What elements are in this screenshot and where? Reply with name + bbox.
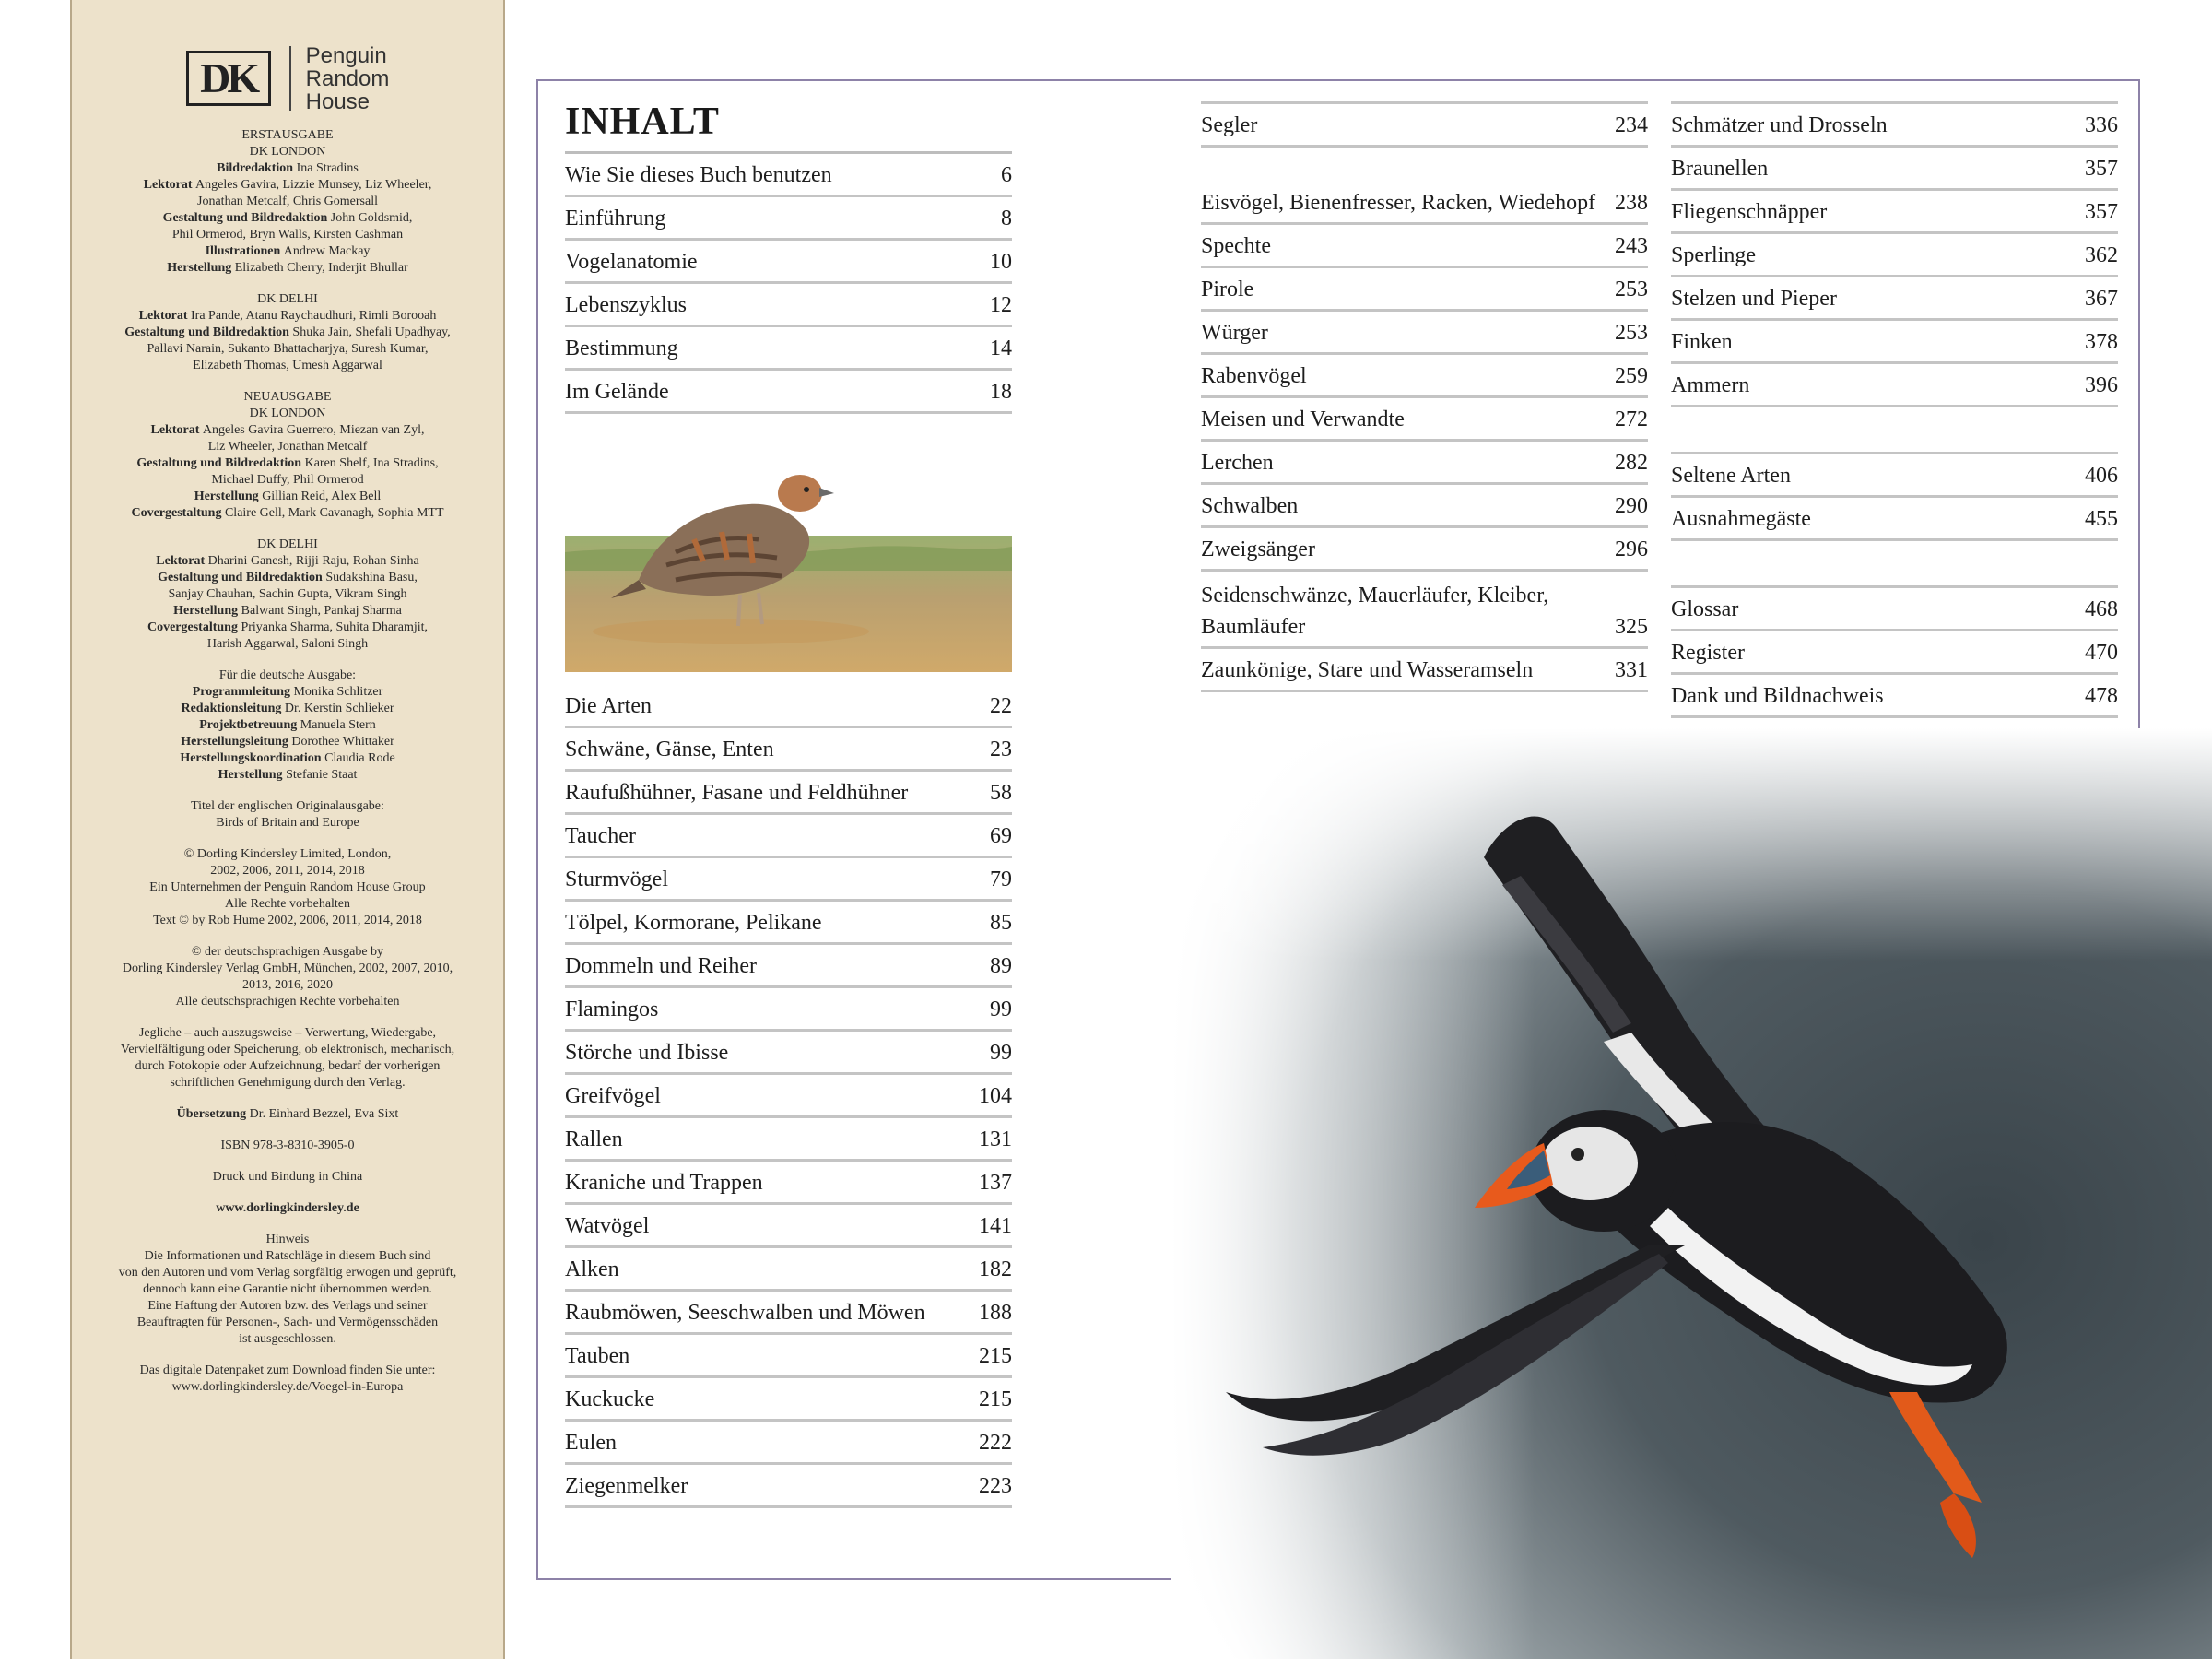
toc-entry-page: 282 (1615, 451, 1648, 475)
imprint-line: Lektorat Angeles Gavira, Lizzie Munsey, Liz Wheeler, (143, 178, 432, 192)
toc-entry (1201, 572, 1648, 649)
toc-rare-list (1671, 454, 2118, 541)
toc-entry-page: 357 (2085, 157, 2118, 181)
imprint-line: Für die deutsche Ausgabe: (218, 668, 357, 682)
toc-entry-page: 18 (990, 380, 1012, 404)
toc-entry-label: Taucher (565, 824, 636, 848)
imprint-paragraph (90, 537, 485, 653)
imprint-paragraph (90, 1363, 485, 1396)
imprint-line: DK DELHI (257, 537, 318, 551)
toc-entry-label: Spechte (1201, 234, 1271, 258)
toc-spacer (1671, 541, 2118, 588)
toc-entry (1201, 148, 1648, 225)
imprint-line: 2002, 2006, 2011, 2014, 2018 (210, 864, 365, 878)
toc-entry-label: Dank und Bildnachweis (1671, 684, 1884, 708)
toc-title: INHALT (565, 98, 1012, 154)
toc-entry-page: 58 (990, 781, 1012, 805)
toc-entry-page: 14 (990, 336, 1012, 360)
toc-entry (1201, 101, 1648, 148)
imprint-line: Lektorat Angeles Gavira Guerrero, Miezan van Zyl, (150, 423, 425, 437)
toc-entry-label: Im Gelände (565, 380, 669, 404)
toc-entry-page: 357 (2085, 200, 2118, 224)
toc-entry-label: Sturmvögel (565, 867, 668, 891)
toc-entry-label: Sperlinge (1671, 243, 1756, 267)
toc-entry-label: Bestimmung (565, 336, 678, 360)
toc-entry-page: 10 (990, 250, 1012, 274)
imprint-paragraph (90, 389, 485, 522)
toc-entry-page: 182 (979, 1257, 1012, 1281)
toc-entry-label: Eisvögel, Bienenfresser, Racken, Wiedehopf (1201, 191, 1596, 215)
toc-entry-label: Stelzen und Pieper (1671, 287, 1837, 311)
toc-entry-label: Ziegenmelker (565, 1474, 688, 1498)
toc-entry (565, 1465, 1012, 1508)
toc-entry (565, 284, 1012, 327)
imprint-line: Lektorat Ira Pande, Atanu Raychaudhuri, Rimli Borooah (138, 309, 437, 323)
toc-spacer (1671, 407, 2118, 454)
toc-entry (565, 685, 1012, 728)
toc-entry-label: Vogelanatomie (565, 250, 698, 274)
imprint-line: ISBN 978-3-8310-3905-0 (220, 1139, 355, 1152)
imprint-line: Beauftragten für Personen-, Sach- und Vermögensschäden (136, 1316, 439, 1329)
toc-entry-page: 99 (990, 997, 1012, 1021)
puffin-illustration (1171, 728, 2212, 1659)
toc-entry-label: Segler (1201, 113, 1258, 137)
toc-entry-page: 222 (979, 1431, 1012, 1455)
imprint-paragraph (90, 798, 485, 832)
toc-entry (565, 815, 1012, 858)
toc-entry-page: 104 (979, 1084, 1012, 1108)
imprint-paragraph (90, 1106, 485, 1123)
toc-species-list (565, 685, 1012, 1508)
imprint-line: dennoch kann eine Garantie nicht übernommen werden. (143, 1282, 432, 1296)
imprint-line: Redaktionsleitung Dr. Kerstin Schlieker (181, 702, 394, 715)
toc-entry-page: 290 (1615, 494, 1648, 518)
toc-entry (565, 1335, 1012, 1378)
imprint-paragraph (90, 127, 485, 277)
imprint-line: Lektorat Dharini Ganesh, Rijji Raju, Rohan Sinha (156, 554, 419, 568)
imprint-line: Jegliche – auch auszugsweise – Verwertung, Wiedergabe, (138, 1026, 437, 1040)
toc-entry-label: Ausnahmegäste (1671, 507, 1811, 531)
toc-entry (565, 858, 1012, 902)
toc-entry-label: Rallen (565, 1127, 623, 1151)
toc-entry-label: Zaunkönige, Stare und Wasseramseln (1201, 658, 1534, 682)
toc-entry-label: Alken (565, 1257, 619, 1281)
toc-entry-page: 468 (2085, 597, 2118, 621)
imprint-line: Projektbetreuung Manuela Stern (199, 718, 376, 732)
toc-entry-page: 223 (979, 1474, 1012, 1498)
toc-entry (1201, 528, 1648, 572)
imprint-line: Herstellungskoordination Claudia Rode (180, 751, 395, 765)
toc-entry (1671, 498, 2118, 541)
toc-entry-label: Die Arten (565, 694, 652, 718)
imprint-line: www.dorlingkindersley.de (216, 1201, 359, 1215)
toc-entry-label: Register (1671, 641, 1745, 665)
toc-entry-label: Meisen und Verwandte (1201, 407, 1405, 431)
toc-entry-label: Zweigsänger (1201, 537, 1315, 561)
imprint-paragraph (90, 944, 485, 1010)
toc-entry-label: Pirole (1201, 277, 1254, 301)
imprint-line: Phil Ormerod, Bryn Walls, Kirsten Cashman (171, 228, 404, 242)
partridge-photo (565, 451, 1012, 672)
toc-entry-label: Störche und Ibisse (565, 1041, 729, 1065)
toc-entry-page: 336 (2085, 113, 2118, 137)
toc-entry-label: Braunellen (1671, 157, 1769, 181)
imprint-line: Ein Unternehmen der Penguin Random House Group (149, 880, 426, 894)
imprint-line: Übersetzung Dr. Einhard Bezzel, Eva Sixt (176, 1107, 399, 1121)
imprint-line: Covergestaltung Claire Gell, Mark Cavanagh, Sophia MTT (131, 506, 444, 520)
toc-entry-page: 23 (990, 738, 1012, 761)
toc-entry-label: Dommeln und Reiher (565, 954, 757, 978)
publisher-logo (72, 42, 503, 114)
toc-entry-page: 188 (979, 1301, 1012, 1325)
toc-column-3 (1671, 101, 2118, 718)
toc-entry-page: 215 (979, 1344, 1012, 1368)
toc-entry (565, 902, 1012, 945)
toc-entry (565, 1378, 1012, 1422)
imprint-line: Covergestaltung Priyanka Sharma, Suhita Dharamjit, (147, 620, 429, 634)
imprint-line: Liz Wheeler, Jonathan Metcalf (207, 440, 368, 454)
toc-entry (565, 728, 1012, 772)
toc-column-3-list (1671, 101, 2118, 407)
imprint-line: Sanjay Chauhan, Sachin Gupta, Vikram Singh (168, 587, 407, 601)
imprint-paragraph (90, 1169, 485, 1186)
toc-entry-label: Wie Sie dieses Buch benutzen (565, 163, 832, 187)
toc-entry-label: Kuckucke (565, 1387, 655, 1411)
imprint-column (70, 0, 505, 1659)
toc-entry-page: 8 (1001, 207, 1012, 230)
toc-entry (565, 945, 1012, 988)
prh-line: Random (305, 65, 390, 91)
imprint-line: www.dorlingkindersley.de/Voegel-in-Europa (171, 1380, 404, 1394)
toc-entry-page: 137 (979, 1171, 1012, 1195)
puffin-photo (1171, 728, 2212, 1659)
imprint-line: 2013, 2016, 2020 (242, 978, 333, 992)
toc-entry (1201, 649, 1648, 692)
toc-entry-page: 378 (2085, 330, 2118, 354)
toc-entry-page: 215 (979, 1387, 1012, 1411)
imprint-line: Gestaltung und Bildredaktion John Goldsmid, (162, 211, 413, 225)
toc-entry-page: 85 (990, 911, 1012, 935)
toc-entry (1201, 485, 1648, 528)
toc-entry (1671, 191, 2118, 234)
toc-entry (1671, 234, 2118, 277)
imprint-line: Die Informationen und Ratschläge in diesem Buch sind (144, 1249, 431, 1263)
toc-entry-page: 362 (2085, 243, 2118, 267)
toc-entry (1201, 312, 1648, 355)
toc-entry-page: 406 (2085, 464, 2118, 488)
imprint-line: Druck und Bindung in China (212, 1170, 363, 1184)
toc-entry (565, 988, 1012, 1032)
toc-column-1 (565, 98, 1012, 1508)
toc-entry (565, 154, 1012, 197)
imprint-paragraph (90, 667, 485, 784)
prh-line: House (305, 89, 371, 114)
imprint-line: ERSTAUSGABE (241, 128, 334, 142)
imprint-paragraph (90, 291, 485, 374)
toc-entry-page: 131 (979, 1127, 1012, 1151)
toc-entry-label: Lerchen (1201, 451, 1274, 475)
imprint-line: Herstellungsleitung Dorothee Whittaker (181, 735, 394, 749)
toc-entry-page: 367 (2085, 287, 2118, 311)
imprint-line: Titel der englischen Originalausgabe: (191, 799, 384, 813)
imprint-line: Programmleitung Monika Schlitzer (192, 685, 383, 699)
toc-entry-label: Würger (1201, 321, 1268, 345)
toc-entry-page: 141 (979, 1214, 1012, 1238)
toc-entry-label: Fliegenschnäpper (1671, 200, 1828, 224)
toc-column-2-list (1201, 101, 1648, 692)
imprint-line: schriftlichen Genehmigung durch den Verlag. (170, 1076, 406, 1090)
toc-entry-page: 69 (990, 824, 1012, 848)
toc-entry-page: 22 (990, 694, 1012, 718)
imprint-line: Gestaltung und Bildredaktion Sudakshina Basu, (158, 571, 418, 584)
toc-entry-page: 89 (990, 954, 1012, 978)
toc-entry-page: 331 (1615, 658, 1648, 682)
toc-entry-page: 79 (990, 867, 1012, 891)
imprint-line: Herstellung Balwant Singh, Pankaj Sharma (173, 604, 402, 618)
toc-entry (565, 1248, 1012, 1292)
toc-entry-label: Greifvögel (565, 1084, 661, 1108)
toc-appendix-list (1671, 588, 2118, 718)
toc-entry-label: Schmätzer und Drosseln (1671, 113, 1888, 137)
toc-entry-label: Tauben (565, 1344, 630, 1368)
toc-entry (1201, 442, 1648, 485)
toc-entry-label: Glossar (1671, 597, 1739, 621)
toc-entry (565, 1162, 1012, 1205)
imprint-line: © Dorling Kindersley Limited, London, (183, 847, 392, 861)
toc-entry-page: 296 (1615, 537, 1648, 561)
toc-entry-label: Einführung (565, 207, 666, 230)
imprint-paragraph (90, 1200, 485, 1217)
toc-entry (565, 1118, 1012, 1162)
toc-entry-label: Eulen (565, 1431, 617, 1455)
imprint-line: ist ausgeschlossen. (239, 1332, 336, 1346)
toc-entry-label: Raubmöwen, Seeschwalben und Möwen (565, 1301, 925, 1325)
toc-entry (565, 327, 1012, 371)
imprint-line: Alle deutschsprachigen Rechte vorbehalten (175, 995, 400, 1009)
toc-entry-page: 6 (1001, 163, 1012, 187)
imprint-line: NEUAUSGABE (243, 390, 332, 404)
toc-entry-label: Seltene Arten (1671, 464, 1791, 488)
toc-entry-page: 470 (2085, 641, 2118, 665)
toc-entry-label: Schwäne, Gänse, Enten (565, 738, 774, 761)
toc-column-2 (1201, 101, 1648, 692)
imprint-line: Michael Duffy, Phil Ormerod (211, 473, 364, 487)
toc-entry-label: Rabenvögel (1201, 364, 1307, 388)
imprint-paragraph (90, 1025, 485, 1092)
toc-entry-page: 259 (1615, 364, 1648, 388)
imprint-line: DK LONDON (249, 407, 326, 420)
toc-entry (1201, 225, 1648, 268)
toc-entry (565, 1075, 1012, 1118)
toc-entry-page: 396 (2085, 373, 2118, 397)
toc-entry (565, 371, 1012, 414)
toc-entry-page: 455 (2085, 507, 2118, 531)
toc-entry-label: Tölpel, Kormorane, Pelikane (565, 911, 822, 935)
toc-entry-label: Raufußhühner, Fasane und Feldhühner (565, 781, 909, 805)
toc-entry (1201, 398, 1648, 442)
toc-entry (565, 241, 1012, 284)
toc-entry (565, 772, 1012, 815)
toc-entry-label: Finken (1671, 330, 1733, 354)
toc-entry-page: 99 (990, 1041, 1012, 1065)
imprint-line: DK DELHI (257, 292, 318, 306)
toc-entry (1671, 675, 2118, 718)
toc-entry (1671, 454, 2118, 498)
toc-entry (1201, 355, 1648, 398)
toc-entry (1671, 321, 2118, 364)
imprint-line: Elizabeth Thomas, Umesh Aggarwal (193, 359, 382, 372)
imprint-line: Gestaltung und Bildredaktion Karen Shelf, Ina Stradins, (136, 456, 439, 470)
prh-line: Penguin (305, 42, 387, 68)
imprint-text (72, 127, 503, 1396)
imprint-paragraph (90, 1138, 485, 1154)
imprint-line: Herstellung Stefanie Staat (218, 768, 358, 782)
toc-entry (1671, 588, 2118, 631)
toc-entry-label: Schwalben (1201, 494, 1299, 518)
imprint-paragraph (90, 1232, 485, 1348)
toc-entry-label: Kraniche und Trappen (565, 1171, 763, 1195)
imprint-line: Hinweis (265, 1233, 310, 1246)
imprint-line: Bildredaktion Ina Stradins (217, 161, 359, 175)
imprint-line: Herstellung Elizabeth Cherry, Inderjit Bhullar (167, 261, 408, 275)
toc-entry (1671, 364, 2118, 407)
toc-entry (1201, 268, 1648, 312)
imprint-line: Text © by Rob Hume 2002, 2006, 2011, 2014, 2018 (153, 914, 422, 927)
toc-entry-page: 243 (1615, 234, 1648, 258)
toc-entry (1671, 631, 2118, 675)
toc-entry-label: Ammern (1671, 373, 1750, 397)
imprint-line: Jonathan Metcalf, Chris Gomersall (197, 195, 378, 208)
toc-entry-label: Flamingos (565, 997, 659, 1021)
imprint-line: Vervielfältigung oder Speicherung, ob elektronisch, mechanisch, (120, 1043, 455, 1056)
logo-divider (289, 46, 291, 111)
toc-entry (565, 1422, 1012, 1465)
toc-entry-page: 253 (1615, 321, 1648, 345)
imprint-line: von den Autoren und vom Verlag sorgfältig erwogen und geprüft, (118, 1266, 457, 1280)
toc-entry (1671, 148, 2118, 191)
imprint-line: Pallavi Narain, Sukanto Bhattacharjya, Suresh Kumar, (147, 342, 429, 356)
imprint-paragraph (90, 846, 485, 929)
toc-entry-page: 478 (2085, 684, 2118, 708)
imprint-line: Gestaltung und Bildredaktion Shuka Jain, Shefali Upadhyay, (124, 325, 451, 339)
dk-logo: DK (186, 51, 271, 106)
imprint-line: Illustrationen Andrew Mackay (205, 244, 371, 258)
imprint-line: Birds of Britain and Europe (216, 816, 359, 830)
toc-entry-label: Seidenschwänze, Mauerläufer, Kleiber, Baumläufer (1201, 584, 1549, 639)
toc-entry (565, 1205, 1012, 1248)
toc-entry-label: Lebenszyklus (565, 293, 687, 317)
imprint-line: durch Fotokopie oder Aufzeichnung, bedarf der vorherigen (135, 1059, 441, 1073)
imprint-line: Harish Aggarwal, Saloni Singh (206, 637, 369, 651)
toc-entry-page: 253 (1615, 277, 1648, 301)
imprint-line: © der deutschsprachigen Ausgabe by (191, 945, 384, 959)
toc-entry-page: 325 (1615, 615, 1648, 639)
toc-entry-page: 12 (990, 293, 1012, 317)
toc-intro-list (565, 154, 1012, 414)
toc-entry-page: 272 (1615, 407, 1648, 431)
toc-entry (1671, 101, 2118, 148)
toc-entry (565, 1292, 1012, 1335)
imprint-line: DK LONDON (249, 145, 326, 159)
toc-entry (565, 1032, 1012, 1075)
toc-entry-page: 234 (1615, 113, 1648, 137)
imprint-line: Alle Rechte vorbehalten (224, 897, 351, 911)
imprint-line: Herstellung Gillian Reid, Alex Bell (194, 490, 382, 503)
penguin-random-house-logo (306, 44, 390, 113)
toc-entry (565, 197, 1012, 241)
toc-entry-page: 238 (1615, 191, 1648, 215)
toc-entry (1671, 277, 2118, 321)
toc-entry-label: Watvögel (565, 1214, 650, 1238)
imprint-line: Dorling Kindersley Verlag GmbH, München, 2002, 2007, 2010, (122, 962, 453, 975)
partridge-illustration (565, 451, 1012, 672)
imprint-line: Das digitale Datenpaket zum Download finden Sie unter: (139, 1363, 436, 1377)
imprint-line: Eine Haftung der Autoren bzw. des Verlags und seiner (147, 1299, 428, 1313)
